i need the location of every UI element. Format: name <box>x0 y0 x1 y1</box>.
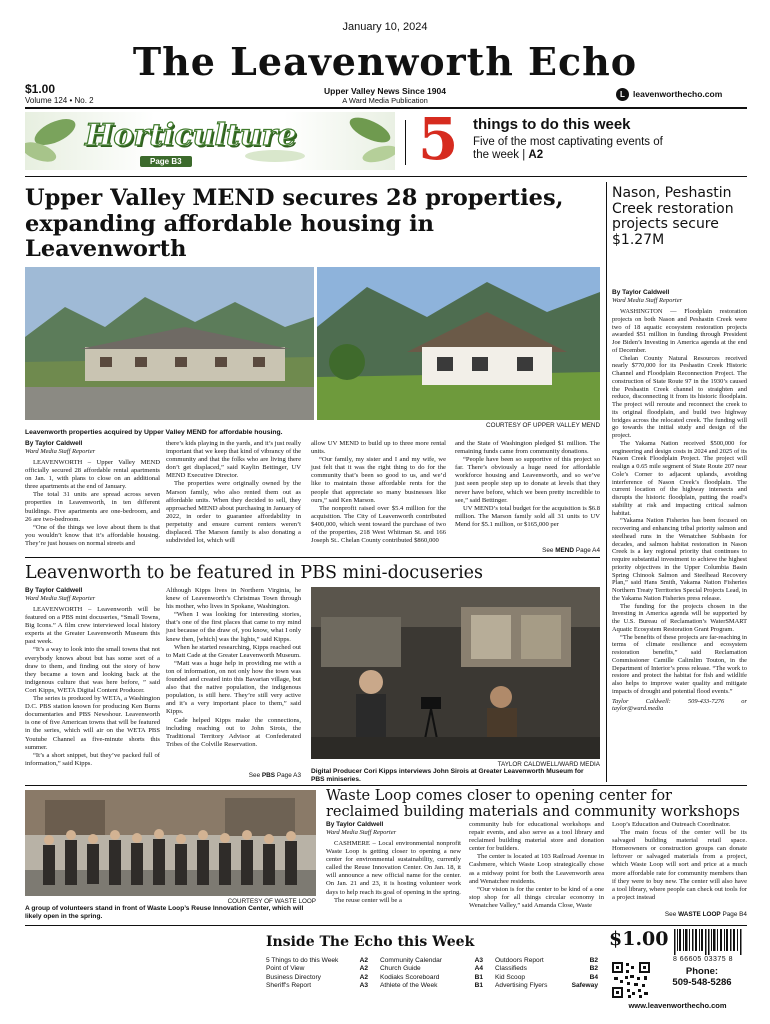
barcode-digits: 8 66605 03375 8 <box>672 956 734 963</box>
jump-target: PBS <box>261 772 276 779</box>
index-label: Sheriff's Report <box>266 982 312 990</box>
paragraph: Although Kipps lives in Northern Virginia, he knew of Leavenworth’s Christmas Town through his mother, who lives in Spokane, Washington. <box>166 587 301 611</box>
pbs-jump-link[interactable] <box>166 772 301 779</box>
waste-caption: A group of volunteers stand in front of Waste Loop’s Reuse Innovation Center, which will likely open in the spring. <box>25 905 304 920</box>
paragraph: Loop’s Education and Outreach Coordinator. <box>612 821 731 828</box>
paragraph: “Matt was a huge help in providing me with a ton of information, on not only how the town was founded and created into this Bavarian village, but also that the native population, the indigenous population, is still here. They’re still very active and it’s a very important place to them,” said Kipps. <box>166 659 301 716</box>
paragraph: “It’s a way to look into the small towns that not everybody knows about but has some sort of a draw to them, and finding out the story of how they became a town and looking back at the indigenous culture that was here before, ” said Cori Kipps, WETA Digital Content Producer. <box>25 646 160 694</box>
jump-target: WASTE LOOP <box>678 911 721 918</box>
paragraph: “One of the things we love about them is that you wouldn’t know that it’s affordable housing. They’re just houses on normal streets and <box>25 523 160 547</box>
pbs-col-2 <box>166 587 301 749</box>
restoration-byline: By Taylor Caldwell <box>612 289 670 296</box>
index-item[interactable] <box>495 957 598 965</box>
mend-byline-role: Ward Media Staff Reporter <box>25 448 96 455</box>
inside-col-3 <box>495 957 598 991</box>
inside-col-2 <box>380 957 483 991</box>
paragraph: Cade helped Kipps make the connections, including reaching out to John Sirois, the Traditional Territory Advisor at Confederated Tribes of the Colville Reservation. <box>166 716 301 748</box>
paragraph: allow UV MEND to build up to three more rental units. <box>311 440 446 456</box>
pbs-photo-svg <box>311 587 600 759</box>
index-item[interactable] <box>495 974 598 982</box>
things-teaser-sub <box>473 136 673 161</box>
mend-col-4 <box>455 440 600 529</box>
masthead-website-link[interactable]: leavenworthecho.com <box>633 89 723 99</box>
teaser-divider <box>405 120 406 165</box>
index-label: Athlete of the Week <box>380 982 438 990</box>
newspaper-title: The Leavenworth Echo <box>132 39 638 84</box>
paragraph: The reuse center will be a <box>334 896 402 904</box>
issue-date: January 10, 2024 <box>342 21 428 33</box>
mend-byline: By Taylor Caldwell <box>25 440 83 447</box>
barcode-icon <box>673 929 743 955</box>
inside-title: Inside The Echo this Week <box>266 934 475 950</box>
things-teaser-title[interactable]: things to do this week <box>473 116 631 133</box>
index-item[interactable] <box>380 982 483 990</box>
paragraph: The main focus of the center will be its salvaged building material retail space. Homeowners or construction groups can donate leftover or salvaged materials from a project, which Waste Loop will sort and price at a much more affordable rate for community members than if they were to buy new. The center will also have a tool library, where people can check out tools for a project instead <box>612 829 747 901</box>
waste-photo-credit: COURTESY OF WASTE LOOP <box>227 898 316 905</box>
paragraph: The center is located at 103 Railroad Avenue in Cashmere, which Waste Loop strategically chose as a midway point for both the Leavenworth area and Wenatchee residents. <box>469 853 604 885</box>
jump-page: Page A4 <box>575 547 600 554</box>
index-page: Safeway <box>571 982 598 990</box>
mend-photo-right <box>317 267 600 420</box>
index-page: A2 <box>359 957 368 964</box>
mend-photo-left-svg <box>25 267 314 420</box>
waste-photo <box>25 790 316 896</box>
reporter-contact: Taylor Caldwell: 509-433-7276 or taylor@ward.media <box>612 697 747 713</box>
masthead-rule <box>25 107 747 109</box>
see-word: See <box>664 911 677 918</box>
index-label: 5 Things to do this Week <box>266 957 339 964</box>
website-logo-icon: L <box>616 88 629 101</box>
index-item[interactable] <box>266 957 368 965</box>
index-page: B2 <box>589 965 598 973</box>
paragraph: “Our vision is for the center to be kind of a one stop shop for all things circular economy in Wenatchee Valley,” said Amanda Close, Waste <box>469 885 604 909</box>
paragraph: “Our family, my sister and I and my wife, we just felt that it was the right thing to do for the community that’s been so good to us, and we’d like to maintain those affordable rents for the people that appreciate so many businesses like ours,” said Ken Marson. <box>311 456 446 504</box>
jump-page: Page B4 <box>722 911 747 918</box>
index-item[interactable] <box>380 965 483 973</box>
cover-price: $1.00 <box>25 82 56 96</box>
paragraph: The total 31 units are spread across seven properties in Leavenworth, in ten different buildings. Five apartments are one-bedroom, and 26 are two-bedroom. <box>25 491 160 523</box>
index-page: A3 <box>474 957 483 964</box>
waste-bottom-rule <box>25 925 747 926</box>
horticulture-teaser[interactable] <box>25 112 395 170</box>
phone-number[interactable]: 509-548-5286 <box>672 977 732 988</box>
phone-label: Phone: <box>685 966 719 977</box>
index-label: Outdoors Report <box>495 957 544 964</box>
paragraph: and the State of Washington pledged $1 million. The remaining funds came from community donations. <box>455 440 600 456</box>
footer-website[interactable]: www.leavenworthecho.com <box>628 1001 727 1010</box>
pbs-col-1 <box>25 587 160 768</box>
index-label: Kid Scoop <box>495 973 526 981</box>
waste-col-3 <box>612 821 747 902</box>
mend-photo-credit: COURTESY OF UPPER VALLEY MEND <box>486 422 600 429</box>
pbs-bottom-rule <box>25 785 747 786</box>
inside-col-1 <box>266 957 368 991</box>
waste-col-2 <box>469 821 604 910</box>
publisher-line: A Ward Media Publication <box>342 96 428 105</box>
index-item[interactable] <box>266 974 368 982</box>
see-word: See <box>248 772 261 779</box>
index-label: Advertising Flyers <box>495 982 548 990</box>
mend-bottom-rule <box>25 557 600 558</box>
restoration-byline-role: Ward Media Staff Reporter <box>612 297 683 304</box>
index-item[interactable] <box>266 965 368 973</box>
mend-photo-left <box>25 267 314 420</box>
things-sub-sep: | <box>522 148 529 161</box>
mend-jump-link[interactable] <box>455 547 600 554</box>
paragraph: The nonprofit raised over $5.4 million for the acquisition. The City of Leavenworth contributed $400,000, which went toward the purchase of two of the properties, 218 West Whitman St. and 166 Joseph St.. Chelan County contributed $860,000 <box>311 504 446 545</box>
mend-caption: Leavenworth properties acquired by Upper Valley MEND for affordable housing. <box>25 429 283 436</box>
paragraph: The series is produced by WETA, a Washington D.C. PBS station known for producing Ken Burns documentaries and PBS Newshour. Leavenworth is one of five American towns that will be featured in the series, which will air on the WETA PBS Youtube Channel as five-minute shorts this summer. <box>25 695 160 751</box>
paragraph: The Yakama Nation received $500,000 for engineering and design costs in 2024 and 2025 of its Nason Creek Floodplain Project. The project will realign a 0.65 mile segment of State Route 207 near Cole’s Corner to adjacent uplands, avoiding interference of Nason Creek’s floodplain. The current location of the highway intersects and disrupts the historic floodplain, putting the road’s stability at risk and impacting critical salmon habitat. <box>612 439 747 517</box>
index-item[interactable] <box>495 982 598 990</box>
paragraph: The funding for the projects chosen in the Investing in America agenda will be supported by the U.S. Bureau of Reclamation’s WaterSMART Aquatic Ecosystem Restoration Grant Program. <box>612 602 747 633</box>
index-item[interactable] <box>380 974 483 982</box>
waste-byline-role: Ward Media Staff Reporter <box>326 829 397 836</box>
footer-price: $1.00 <box>609 928 669 950</box>
pbs-caption: Digital Producer Cori Kipps interviews John Sirois at Greater Leavenworth Museum for PBS miniseries. <box>311 768 584 783</box>
paragraph: there’s kids playing in the yards, and it’s just really important that we keep that kind of vibrancy of the community and that the folks who are living there don’t get displaced,” said Kaylin Bettinger, UV MEND Executive Director. <box>166 440 301 480</box>
things-sub-text: Five of the most captivating events of the week <box>473 136 663 161</box>
things-number: 5 <box>418 105 459 173</box>
paragraph: LEAVENWORTH – Upper Valley MEND officially secured 28 affordable rental apartments on Jan. 1, with plans to close on an additional three apartments at the end of January. <box>25 459 160 491</box>
mend-headline[interactable]: Upper Valley MEND secures 28 properties, expanding affordable housing in Leavenworth <box>25 185 564 262</box>
jump-page: Page A3 <box>276 772 301 779</box>
index-page: B2 <box>589 957 598 964</box>
waste-photo-svg <box>25 790 316 896</box>
paragraph: CASHMERE – Local environmental nonprofit Waste Loop is getting closer to opening a new center for environmental sustainability, currently called the Reuse Innovation Center. On Jan. 18, it will announce a new official name for the center. On Jan. 21 and 23, it is hosting volunteer work days to help reach its goal of opening in the spring. <box>326 840 461 896</box>
index-page: A2 <box>359 965 368 973</box>
mend-photo-right-svg <box>317 267 600 420</box>
waste-col-1 <box>326 821 461 905</box>
pbs-byline: By Taylor Caldwell <box>25 587 83 594</box>
waste-jump-link[interactable] <box>612 911 747 918</box>
paragraph: The properties were originally owned by the Marson family, who also rented them out as affordable units. When they decided to sell, they approached MEND about purchasing in January of 2022, in order to guarantee affordability in perpetuity and ensure current renters weren’t displaced. The Marson family is also donating a subdivided lot, which will <box>166 480 301 545</box>
paragraph: “Yakama Nation Fisheries has been focused on recovering and enhancing tribal priority salmon and steelhead runs in the Wenatchee Subbasin for decades, and salmon habitat restoration in Nason Creek is a key regional priority that continues to require substantial investment to achieve the highest priority objectives in the Upper Columbia Basin Spring Chinook Salmon and Steelhead Recovery Plan,” said Hans Smith, Yakama Nation Fisheries Northern Treaty Territories Special Projects Lead, in the Yakama Nation Fisheries press release. <box>612 517 747 602</box>
index-item[interactable] <box>495 965 598 973</box>
paragraph: community hub for educational workshops and repair events, and also serve as a tool library and reclaimed building material store and donation center for builders. <box>469 821 604 853</box>
waste-headline[interactable]: Waste Loop comes closer to opening center for reclaimed building materials and community workshops <box>326 788 740 820</box>
paragraph: “When I was looking for interesting stories, that’s one of the first places that came to my mind just because of the draw of, you know, what I only knew then, [which] was the lights,” said Kipps. <box>166 611 301 643</box>
things-sub-page: A2 <box>528 148 544 161</box>
horticulture-label: Horticulture <box>85 118 297 153</box>
paragraph: “It’s a short snippet, but they’ve packed full of information,” said Kipps. <box>25 751 160 767</box>
restoration-col <box>612 289 747 713</box>
paragraph: “People have been so supportive of this project so far. There’s obviously a huge need for affordable workforce housing and Leavenworth, and so we’ve just seen people step up to donate at levels that they never have before, which we been pretty incredible to see,” said Bettinger. <box>455 456 600 504</box>
pbs-photo <box>311 587 600 759</box>
paragraph: “The benefits of these projects are far-reaching in terms of climate resilience and ecosystem restoration benefits,” said Reclamation Commissioner Camille Calimlim Touton, in the Department of Interior’s press release. “The work to restore and protect the habitat for fish and wildlife also helps to improve water quality and mitigate impacts of drought and potential flood events.” <box>612 633 747 695</box>
index-label: Classifieds <box>495 965 527 973</box>
pbs-headline[interactable]: Leavenworth to be featured in PBS mini-docuseries <box>25 563 484 583</box>
paragraph: When he started researching, Kipps reached out to Matt Cade at the Greater Leavenworth Museum. <box>166 643 301 659</box>
index-page: B1 <box>474 973 483 981</box>
waste-byline: By Taylor Caldwell <box>326 821 384 828</box>
paragraph: Chelan County Natural Resources received nearly $770,000 for its Peshastin Creek Historic Channel and Floodplain Reconnection Project. The construction of State Route 97 in the 1930’s caused the Peshastin Creek channel to straighten and reduce, disconnecting it from its historic floodplain. The project will reroute and reconnect the creek to its original floodplain, and build two highway bridges across the relocated creek. The funding will go towards the initial study and design of the project. <box>612 354 747 439</box>
mend-col-1 <box>25 440 160 548</box>
index-item[interactable] <box>380 957 483 965</box>
index-label: Community Calendar <box>380 957 442 964</box>
horticulture-page-tag: Page B3 <box>140 156 192 167</box>
index-item[interactable] <box>266 982 368 990</box>
index-page: B1 <box>474 982 483 990</box>
index-label: Kodiaks Scoreboard <box>380 973 440 981</box>
volume-number: Volume 124 • No. 2 <box>25 96 94 105</box>
index-label: Church Guide <box>380 965 421 973</box>
index-page: B4 <box>589 973 598 981</box>
see-word: See <box>542 547 554 554</box>
qr-code-icon[interactable] <box>611 961 651 999</box>
restoration-headline[interactable]: Nason, Peshastin Creek restoration projects secure $1.27M <box>612 185 734 248</box>
pbs-photo-credit: TAYLOR CALDWELL/WARD MEDIA <box>497 761 600 768</box>
paragraph: UV MEND’s total budget for the acquisition is $6.8 million. The Marson family sold all 31 units to UV Mend for $5.1 million, or $165,000 per <box>455 504 600 528</box>
mend-col-3 <box>311 440 446 545</box>
index-label: Business Directory <box>266 973 321 981</box>
right-column-divider <box>606 182 607 782</box>
index-label: Point of View <box>266 965 305 973</box>
paragraph: WASHINGTON — Floodplain restoration projects on both Nason and Peshastin Creek were two of 18 aquatic ecosystem restoration projects awarded $51 million in funding through President Joe Biden’s Investing in America agenda at the end of December. <box>612 308 747 354</box>
masthead-tagline: Upper Valley News Since 1904 <box>324 86 446 96</box>
paragraph: LEAVENWORTH – Leavenworth will be featured on a PBS mini docuseries, “Small Towns, Big Icons.” A film crew interviewed local history experts at the Greater Leavenworth Museum this past week. <box>25 606 160 646</box>
index-page: A2 <box>359 973 368 981</box>
teaser-rule <box>25 176 747 177</box>
jump-target: MEND <box>555 547 575 554</box>
pbs-byline-role: Ward Media Staff Reporter <box>25 595 96 602</box>
mend-col-2 <box>166 440 301 545</box>
index-page: A3 <box>359 982 368 990</box>
index-page: A4 <box>474 965 483 973</box>
